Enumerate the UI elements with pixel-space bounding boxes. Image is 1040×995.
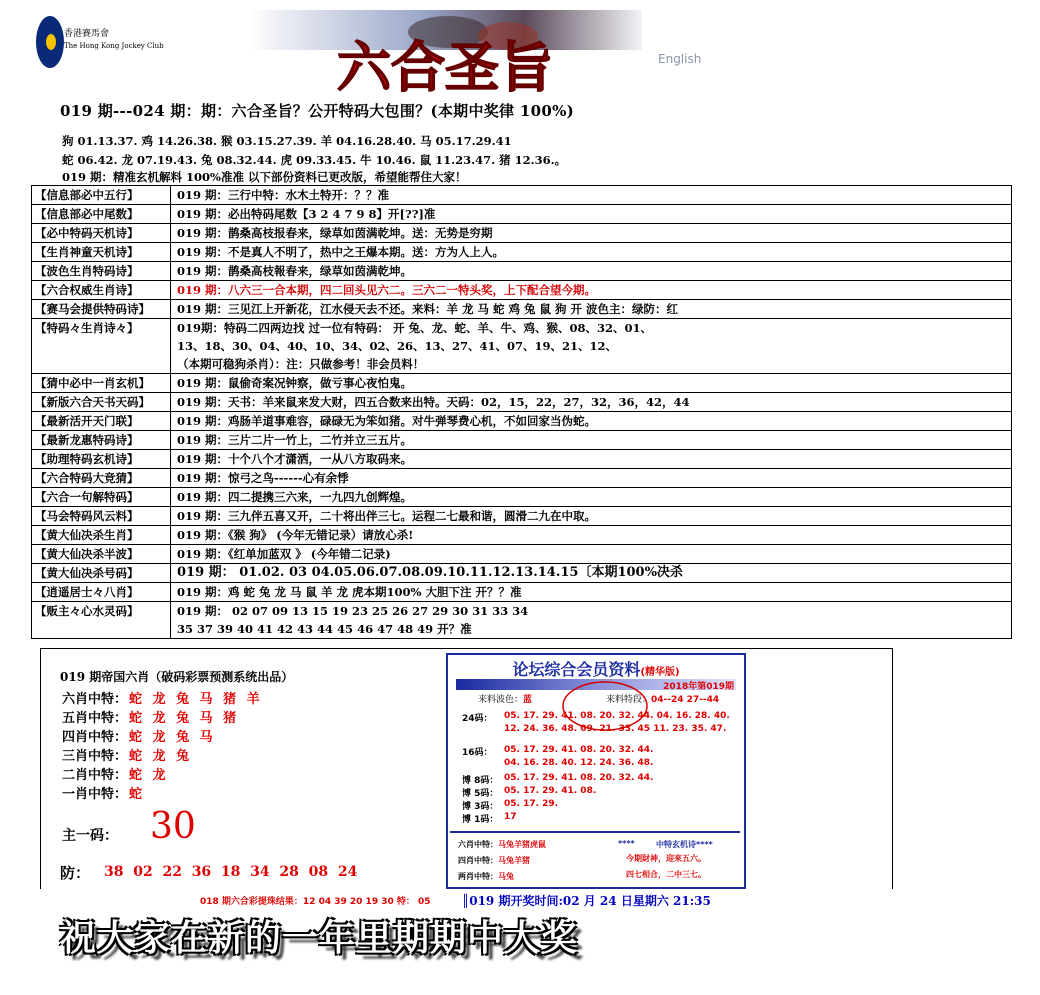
row-line: 019 期： 01.02. 03 04.05.06.07.08.09.10.11.12.13.14.15〔本期100%决杀: [177, 565, 683, 580]
table-row: [32, 450, 1012, 469]
table-row: [32, 319, 1012, 374]
row-line: 019 期：鼠偷奇案况钟察，做亏事心夜怕鬼。: [177, 376, 413, 390]
row-line: 019 期：《红单加蓝双 》 (今年错二记录): [177, 547, 391, 561]
row-line: 019 期：八六三一合本期，四二回头见六二。三六二一特头奖，上下配合望今期。: [177, 283, 597, 297]
main-code-label: 主一码：: [62, 828, 118, 844]
row-content: [171, 281, 1012, 300]
row-content: [171, 300, 1012, 319]
row-label: 【最新活开天门联】: [32, 412, 171, 431]
stamp-circle-icon: [560, 678, 650, 734]
table-row: [32, 393, 1012, 412]
table-row: [32, 564, 1012, 583]
row-label: 【必中特码天机诗】: [32, 224, 171, 243]
card-row-numbers: 04. 16. 28. 40. 12. 24. 36. 48.: [504, 758, 654, 768]
row-label: 【贩主々心水灵码】: [32, 602, 171, 639]
row-content: [171, 583, 1012, 602]
card-row-numbers: 05. 17. 29.: [504, 799, 559, 809]
row-label: 【马会特码风云料】: [32, 507, 171, 526]
row-label: 【六合一句解特码】: [32, 488, 171, 507]
card-footer: 六肖中特：马兔羊猪虎鼠 **** 中特玄机诗**** 四肖中特：马兔羊猪 今期財神，迎來五六。 两肖中特：马兔 四七相合，二中三七。: [450, 831, 740, 885]
row-line: 019 期：《猴 狗》 (今年无错记录）请放心杀!: [177, 528, 414, 542]
row-content: [171, 526, 1012, 545]
zodiac-pick-4: 四肖中特： 蛇 龙 兔 马: [62, 730, 216, 745]
row-content: [171, 545, 1012, 564]
row-line: 019 期：鹊桑高枝報春来，绿草如茵满乾坤。: [177, 264, 413, 278]
logo-text-cn: 香港賽馬會: [64, 29, 110, 39]
row-content: [171, 602, 1012, 639]
card-row-label: 博 3码：: [462, 802, 499, 812]
table-row: [32, 205, 1012, 224]
table-row: [32, 469, 1012, 488]
row-content: [171, 469, 1012, 488]
row-content: [171, 262, 1012, 281]
row-content: [171, 564, 1012, 583]
blessing-banner: 祝大家在新的一年里期期中大奖: [60, 918, 579, 959]
card-row-label: 16码：: [462, 748, 493, 758]
zodiac-line: 蛇 06.42. 龙 07.19.43. 兔 08.32.44. 虎 09.33.45. 牛 10.46. 鼠 11.23.47. 猪 12.36.。: [62, 153, 567, 167]
english-link[interactable]: English: [658, 52, 702, 66]
zodiac-pick-6: 六肖中特： 蛇 龙 兔 马 猪 羊: [62, 692, 263, 707]
row-line: 019 期：十个八个才潇洒，一从八方取码来。: [177, 452, 413, 466]
table-row: [32, 526, 1012, 545]
table-row: [32, 243, 1012, 262]
page-headline: 019 期---024 期：期：六合圣旨？公开特码大包围？(本期中奖律 100%): [60, 102, 575, 120]
defense-label: 防：: [60, 864, 91, 882]
row-label: 【生肖神童天机诗】: [32, 243, 171, 262]
table-row: [32, 224, 1012, 243]
main-code-value: 30: [150, 806, 196, 847]
row-content: [171, 393, 1012, 412]
table-row: [32, 374, 1012, 393]
table-row: [32, 431, 1012, 450]
card-row-label: 24码：: [462, 714, 493, 724]
row-line: 019 期：天书：羊来鼠来发大财，四五合数来出特。天码：02，15，22，27，32，36，42，44: [177, 395, 690, 409]
card-row-label: 博 5码：: [462, 789, 499, 799]
card-row-numbers: 17: [504, 812, 517, 822]
table-row: [32, 412, 1012, 431]
zodiac-pick-2: 二肖中特： 蛇 龙: [62, 768, 169, 783]
svg-text:六合圣旨: 六合圣旨: [337, 35, 553, 94]
row-line: 019 期：不是真人不明了，热中之王爆本期。送：方为人上人。: [177, 245, 505, 259]
notice-line: 019 期：精准玄机解料 100%准准 以下部份资料已更改版，希望能帮住大家！: [62, 170, 467, 184]
card-title: 论坛综合会员资料(精华版): [512, 660, 680, 679]
zodiac-line: 狗 01.13.37. 鸡 14.26.38. 猴 03.15.27.39. 羊 04.16.28.40. 马 05.17.29.41: [62, 134, 512, 148]
jockey-club-logo-icon: [36, 16, 64, 68]
row-content: [171, 243, 1012, 262]
card-issue: 2018年第019期: [663, 682, 734, 692]
row-line: 019 期：三片二片一竹上，二竹并立三五片。: [177, 433, 413, 447]
row-content: [171, 374, 1012, 393]
row-label: 【赛马会提供特码诗】: [32, 300, 171, 319]
row-line: 019 期：四二提携三六来，一九四九创辉煌。: [177, 490, 413, 504]
row-content: [171, 186, 1012, 205]
row-label: 【猜中必中一肖玄机】: [32, 374, 171, 393]
row-label: 【特码々生肖诗々】: [32, 319, 171, 374]
card-row-numbers: 12. 24. 36. 48. 09. 21. 33. 45 11. 23. 35. 47.: [504, 724, 727, 734]
zodiac-pick-1: 一肖中特： 蛇: [62, 787, 146, 802]
row-label: 【逍遥居士々八肖】: [32, 583, 171, 602]
next-draw-time: ║019 期开奖时间:02 月 24 日星期六 21:35: [462, 894, 711, 908]
row-label: 【黄大仙决杀半波】: [32, 545, 171, 564]
row-label: 【新版六合天书天码】: [32, 393, 171, 412]
row-line: 019 期：三行中特：水木土特开：？？准: [177, 188, 390, 202]
row-line: 13、18、30、04、40、10、34、02、26、13、27、41、07、19、21、12、: [177, 339, 618, 353]
defense-values: 38 02 22 36 18 34 28 08 24: [104, 864, 358, 880]
row-label: 【黄大仙决杀号码】: [32, 564, 171, 583]
row-line: （本期可稳狗杀肖）：注：只做参考！非会员料！: [177, 357, 425, 371]
row-label: 【黄大仙决杀生肖】: [32, 526, 171, 545]
row-line: 019 期：三见江上开新花，江水侵天去不还。来料：羊 龙 马 蛇 鸡 兔 鼠 狗 开 波色主：绿防：红: [177, 302, 679, 316]
prediction-table: [31, 185, 1012, 639]
table-row: [32, 545, 1012, 564]
row-label: 【最新龙惠特码诗】: [32, 431, 171, 450]
card-row-label: 博 1码：: [462, 815, 499, 825]
table-row: [32, 602, 1012, 639]
row-content: [171, 431, 1012, 450]
row-content: [171, 488, 1012, 507]
row-line: 019 期：惊弓之鸟------心有余悸: [177, 471, 349, 485]
row-line: 35 37 39 40 41 42 43 44 45 46 47 48 49 开？准: [177, 622, 472, 636]
row-content: [171, 205, 1012, 224]
table-row: [32, 281, 1012, 300]
zodiac-pick-3: 三肖中特： 蛇 龙 兔: [62, 749, 193, 764]
row-line: 019 期：必出特码尾数【3 2 4 7 9 8】开[??]准: [177, 207, 436, 221]
card-tesha: 来料特段：04--24 27--44: [606, 695, 720, 705]
table-row: [32, 507, 1012, 526]
row-line: 019 期：三九伴五喜又开，二十将出伴三七。运程二七最和谐，圆滑二九在中取。: [177, 509, 597, 523]
table-row: [32, 488, 1012, 507]
card-row-numbers: 05. 17. 29. 41. 08.: [504, 786, 597, 796]
row-label: 【六合特码大竞猜】: [32, 469, 171, 488]
card-row-numbers: 05. 17. 29. 41. 08. 20. 32. 44.: [504, 773, 654, 783]
table-row: [32, 583, 1012, 602]
row-content: [171, 450, 1012, 469]
banner-title: [248, 10, 642, 94]
row-label: 【六合权威生肖诗】: [32, 281, 171, 300]
row-label: 【信息部必中五行】: [32, 186, 171, 205]
row-label: 【信息部必中尾数】: [32, 205, 171, 224]
table-row: [32, 262, 1012, 281]
row-line: 019 期：鸡 蛇 兔 龙 马 鼠 羊 龙 虎本期100% 大胆下注 开？？准: [177, 585, 522, 599]
row-content: [171, 507, 1012, 526]
row-content: [171, 412, 1012, 431]
row-label: 【助理特码玄机诗】: [32, 450, 171, 469]
row-label: 【波色生肖特码诗】: [32, 262, 171, 281]
table-row: [32, 186, 1012, 205]
row-line: 019 期：鸡肠羊道事难容，碌碌无为笨如猪。对牛弹琴费心机，不如回家当伪蛇。: [177, 414, 597, 428]
row-line: 019 期： 02 07 09 13 15 19 23 25 26 27 29 30 31 33 34: [177, 604, 529, 618]
logo-text-en: The Hong Kong Jockey Club: [64, 42, 164, 50]
row-line: 019 期：鹊桑高枝报春来，绿草如茵满乾坤。送：无势是穷期: [177, 226, 493, 240]
card-row-label: 博 8码：: [462, 776, 499, 786]
last-draw-result: 018 期六合彩提珠结果：12 04 39 20 19 30 特： 05: [200, 897, 431, 907]
row-line: 019期：特码二四两边找 过一位有特码： 开 兔、龙、蛇、羊、牛、鸡、猴、08、32、01、: [177, 321, 653, 335]
lower-title: 019 期帝国六肖（破码彩票预测系统出品）: [60, 670, 294, 684]
row-content: [171, 319, 1012, 374]
card-row-numbers: 05. 17. 29. 41. 08. 20. 32. 44.: [504, 745, 654, 755]
table-row: [32, 300, 1012, 319]
card-row-numbers: 05. 17. 29. 41. 08. 20. 32. 44. 04. 16. 28. 40.: [504, 711, 730, 721]
zodiac-pick-5: 五肖中特： 蛇 龙 兔 马 猪: [62, 711, 240, 726]
card-wave: 来料波色：蓝: [478, 695, 533, 705]
row-content: [171, 224, 1012, 243]
